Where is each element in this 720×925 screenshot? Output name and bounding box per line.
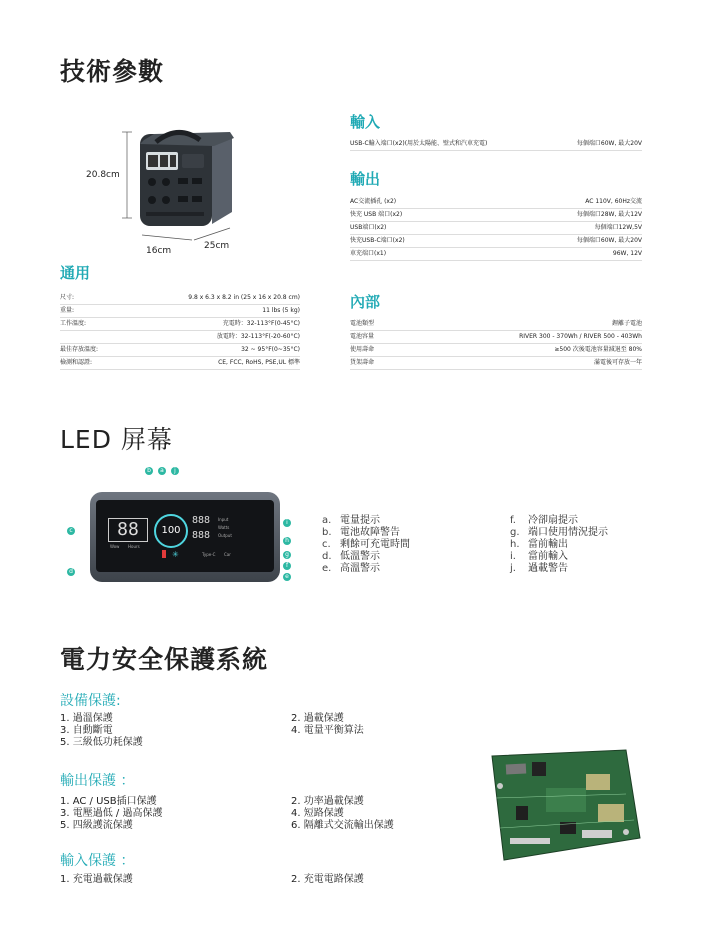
table-row: 最佳存放溫度: 32 ~ 95°F(0~35°C) [60, 344, 300, 357]
output-protection-left [60, 796, 162, 832]
internal-heading: 內部 [350, 293, 381, 311]
table-row: 電池類型 鋰離子電池 [350, 318, 642, 331]
list-item: 2. 過載保護 [291, 713, 344, 724]
output-heading: 輸出 [350, 170, 381, 188]
list-item: e. 高溫警示 [322, 563, 380, 574]
output-table [350, 196, 642, 261]
marker-g: g [283, 551, 291, 559]
output-watts-digits: 888 [192, 530, 211, 541]
screen-type-c-label: Type-C [202, 552, 216, 557]
marker-b: b [145, 467, 153, 475]
input-table [350, 138, 642, 151]
list-item: f. 冷卻扇提示 [510, 515, 578, 526]
list-item: 5. 四級護流保護 [60, 820, 133, 831]
depth-label: 16cm [146, 246, 172, 256]
list-item: 1. AC / USB插口保護 [60, 796, 157, 807]
hours-digits: 88 [108, 518, 148, 542]
list-item: j. 過載警告 [510, 563, 568, 574]
table-row: 重量: 11 lbs (5 kg) [60, 305, 300, 318]
list-item: 2. 充電電路保護 [291, 874, 364, 885]
table-row: 尺寸: 9.8 x 6.3 x 8.2 in (25 x 16 x 20.8 cm) [60, 292, 300, 305]
led-legend-left [322, 515, 410, 575]
marker-d: d [67, 568, 75, 576]
general-table [60, 292, 300, 370]
marker-c: c [67, 527, 75, 535]
output-protection-right [291, 796, 394, 832]
input-protection-left [60, 874, 133, 886]
table-row: USB-C輸入端口(x2)(用於太陽能、壁式和汽車充電) 每個端口60W, 最大20V [350, 138, 642, 151]
height-label: 20.8cm [86, 170, 120, 180]
power-station-image [82, 120, 282, 260]
table-row: 使用壽命 ≥500 次後電池容量減退至 80% [350, 344, 642, 357]
marker-f: f [283, 562, 291, 570]
marker-a: a [158, 467, 166, 475]
list-item: b. 電池故障警告 [322, 527, 400, 538]
device-protection-heading: 設備保護: [60, 693, 121, 709]
screen-car-label: Car [224, 552, 231, 557]
safety-title: 電力安全保護系統 [60, 645, 269, 674]
pcb-graphic [486, 746, 644, 864]
screen-watts-label: Watts [218, 525, 230, 530]
output-protection-heading: 輸出保護 ： [60, 773, 135, 789]
table-row: 電池容量 RIVER 300 - 370Wh / RIVER 500 - 403Wh [350, 331, 642, 344]
list-item: 1. 充電過載保護 [60, 874, 133, 885]
led-title: LED 屏幕 [60, 425, 173, 454]
width-label: 25cm [204, 241, 230, 251]
marker-i: i [283, 519, 291, 527]
device-protection-right [291, 713, 364, 737]
table-row: 檢測和認證: CE, FCC, RoHS, PSE,UL 標準 [60, 357, 300, 370]
product-figure [82, 120, 282, 260]
list-item: 2. 功率過載保護 [291, 796, 364, 807]
marker-e: e [283, 573, 291, 581]
marker-j: j [171, 467, 179, 475]
list-item: a. 電量提示 [322, 515, 380, 526]
led-device [90, 492, 280, 582]
circuit-board-image [486, 746, 644, 864]
list-item: h. 當前輸出 [510, 539, 568, 550]
mode-label: Wow [110, 544, 120, 549]
list-item: d. 低溫警示 [322, 551, 380, 562]
marker-h: h [283, 537, 291, 545]
table-row: 快充USB-C端口(x2) 每個端口60W, 最大20V [350, 235, 642, 248]
table-row: 快充 USB 端口(x2) 每個端口28W, 最大12V [350, 209, 642, 222]
table-row: 工作溫度: 充電時：32-113°F(0-45°C) [60, 318, 300, 331]
battery-percent-ring: 100 [154, 514, 188, 548]
led-screen [96, 500, 274, 572]
internal-table [350, 318, 642, 370]
input-watts-digits: 888 [192, 515, 211, 526]
screen-input-label: Input [218, 517, 229, 522]
device-protection-left [60, 713, 143, 749]
list-item: 4. 電量平衡算法 [291, 725, 364, 736]
list-item: 1. 過溫保護 [60, 713, 113, 724]
list-item: i. 當前輸入 [510, 551, 568, 562]
list-item: 6. 隔離式交流輸出保護 [291, 820, 394, 831]
list-item: 5. 三級低功耗保護 [60, 737, 143, 748]
table-row: 放電時：32-113°F(-20-60°C) [60, 331, 300, 344]
table-row: 車充端口(x1) 96W, 12V [350, 248, 642, 261]
list-item: c. 剩餘可充電時間 [322, 539, 410, 550]
input-protection-heading: 輸入保護 ： [60, 853, 135, 869]
list-item: g. 端口使用情況提示 [510, 527, 608, 538]
table-row: USB端口(x2) 每個端口12W,5V [350, 222, 642, 235]
list-item: 3. 自動斷電 [60, 725, 113, 736]
mode-label: Hours [128, 544, 140, 549]
input-heading: 輸入 [350, 113, 381, 131]
fan-icon: ✳ [172, 550, 179, 559]
tech-title: 技術參數 [60, 57, 165, 86]
general-heading: 通用 [60, 264, 91, 282]
overload-warning-icon [162, 550, 166, 558]
table-row: 貨架壽命 滿電後可存放一年 [350, 357, 642, 370]
screen-output-label: Output [218, 533, 232, 538]
table-row: AC交流插孔 (x2) AC 110V, 60Hz交流 [350, 196, 642, 209]
led-legend-right [510, 515, 608, 575]
list-item: 3. 電壓過低 / 過高保護 [60, 808, 163, 819]
input-protection-right [291, 874, 364, 886]
list-item: 4. 短路保護 [291, 808, 344, 819]
